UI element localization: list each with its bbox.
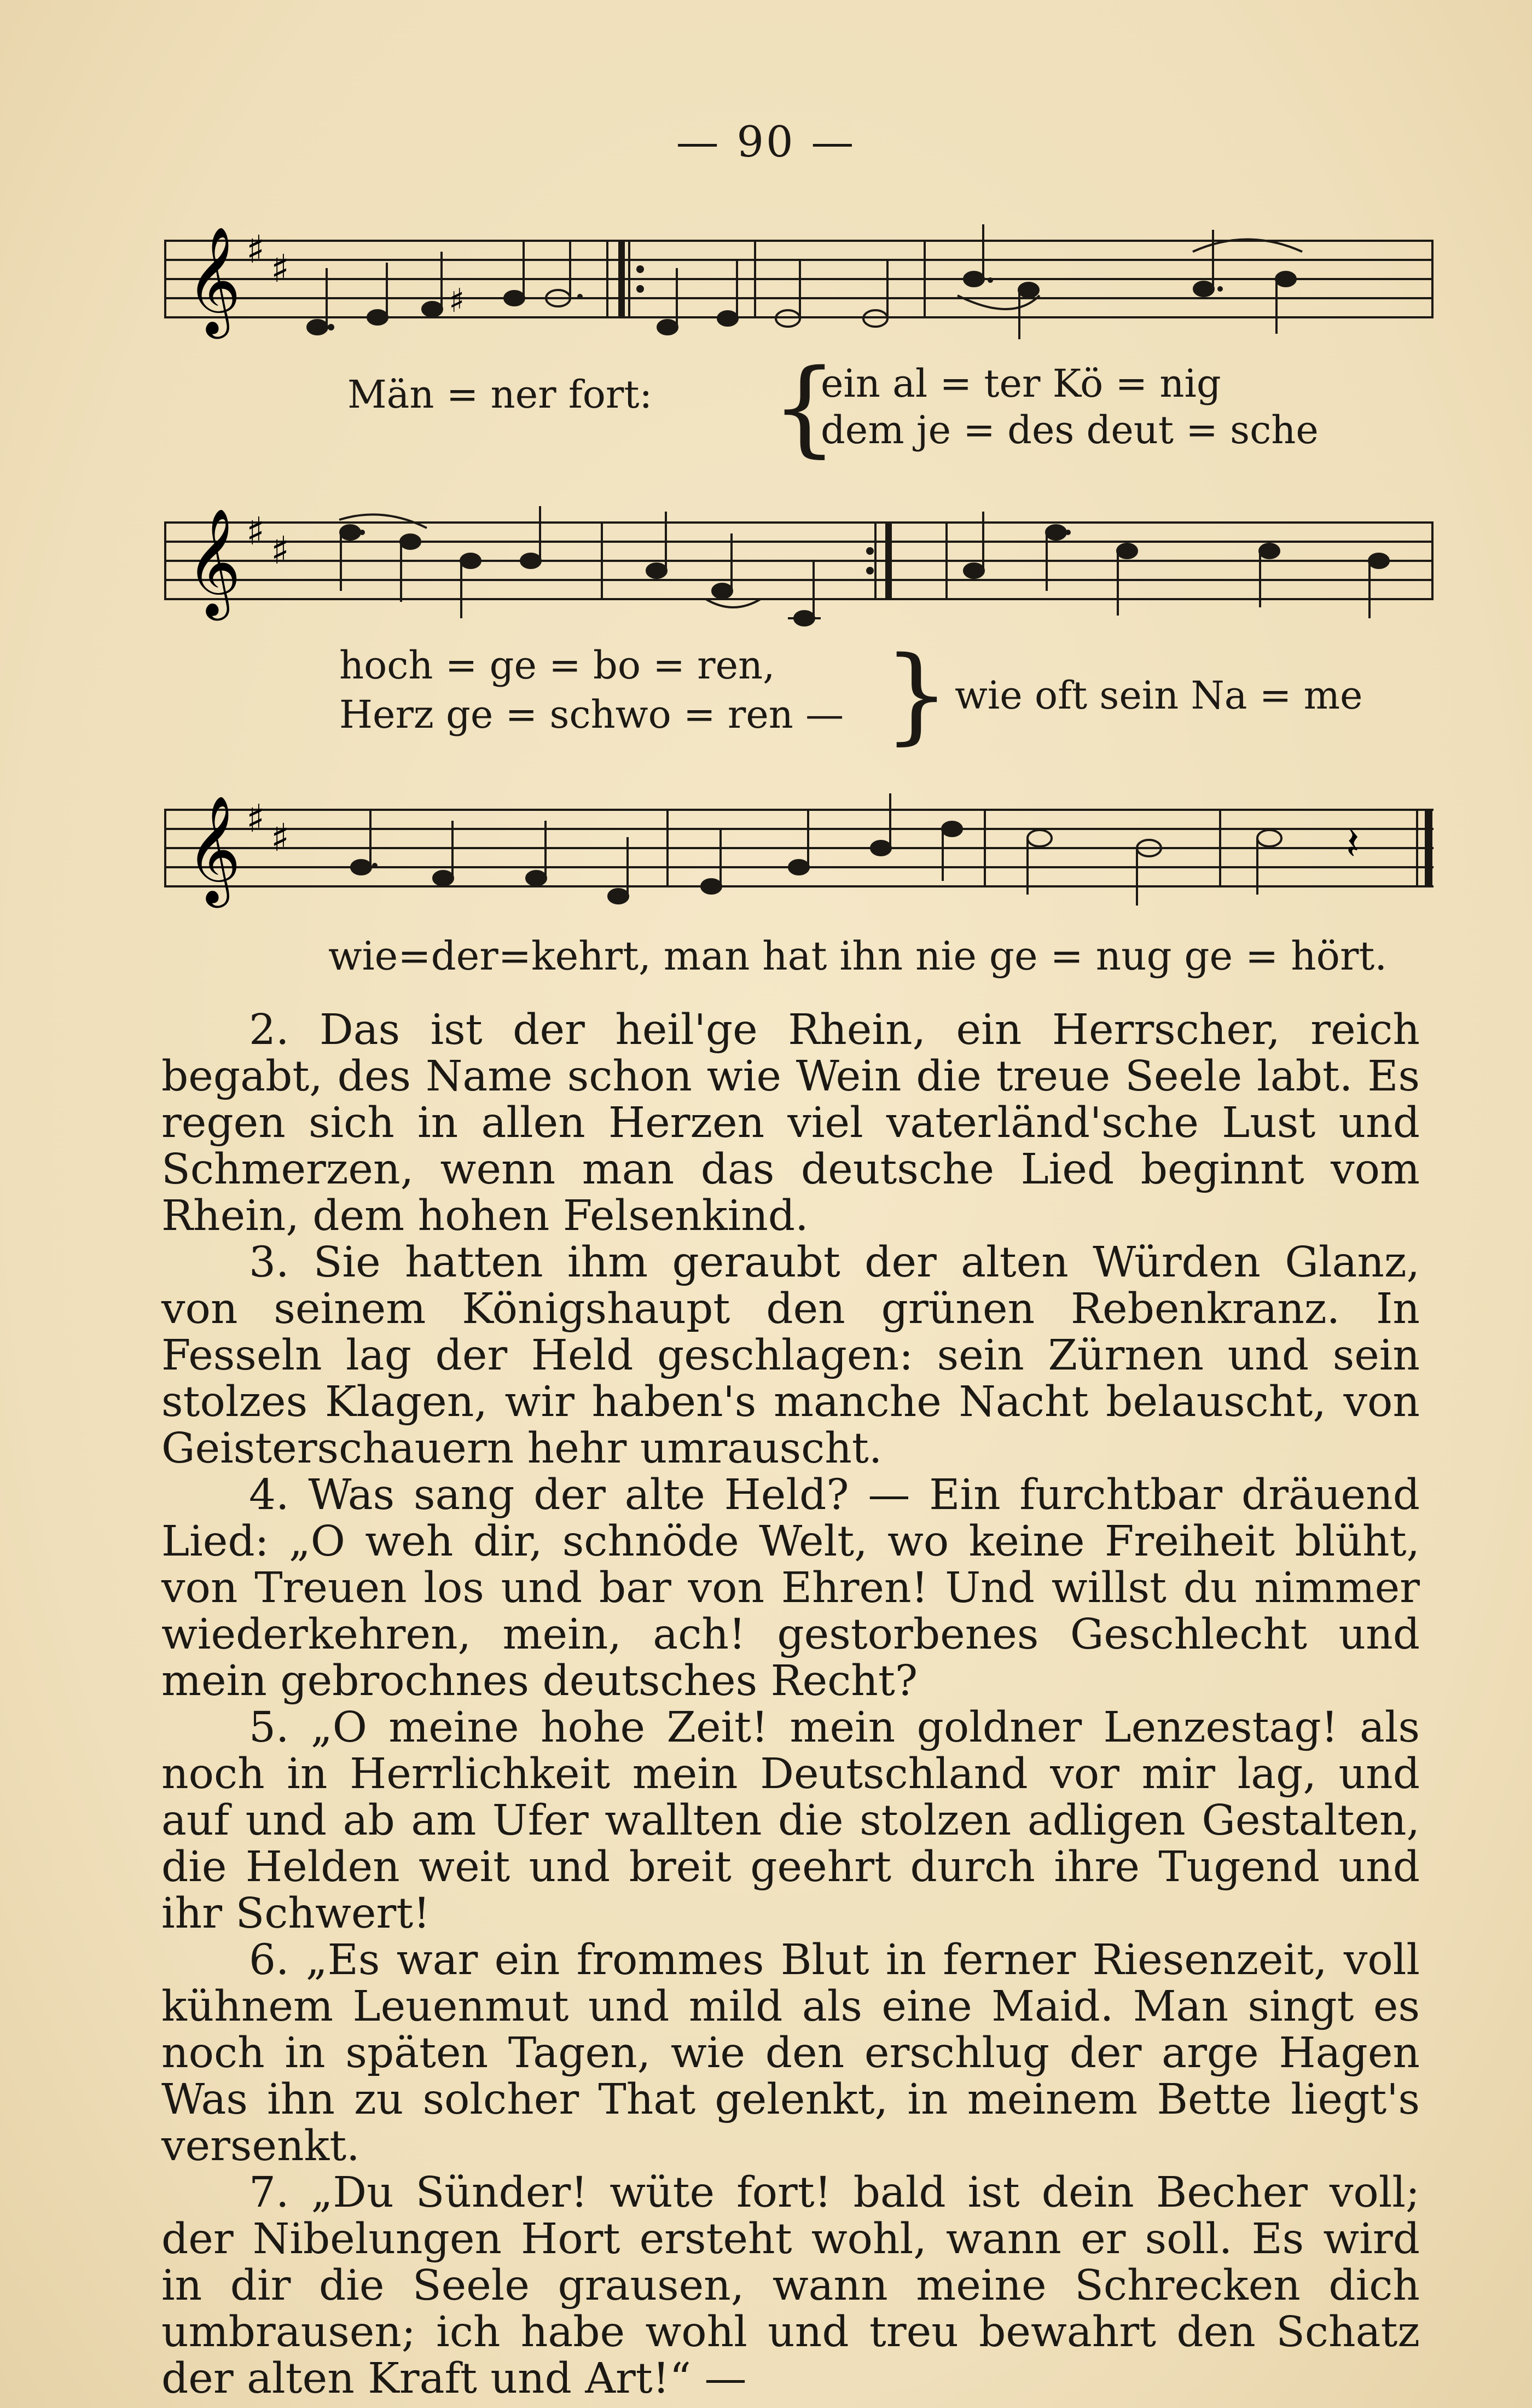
- verse-number: 3.: [249, 1238, 289, 1287]
- svg-text:𝄞: 𝄞: [186, 795, 241, 903]
- svg-text:♯: ♯: [246, 509, 265, 554]
- svg-text:♯: ♯: [246, 796, 265, 841]
- lyric-stanza-a-1: ein al = ter Kö = nig: [821, 361, 1221, 406]
- verse-number: 5.: [249, 1703, 289, 1752]
- verse-text: Was sang der alte Held? — Ein furchtbar dräuend Lied: „O weh dir, schnöde Welt, wo keine Freiheit blüht, von Treuen los und bar von Ehren! Und willst du nimmer wiederkehren, mein, ach! gestorbenes Geschlecht und mein gebrochnes deutsches Recht?: [161, 1471, 1420, 1705]
- verse-number: 2.: [249, 1006, 289, 1054]
- music-staff-2: [164, 508, 1434, 616]
- verse-number: 6.: [249, 1936, 289, 1985]
- verse-number: 4.: [249, 1471, 289, 1519]
- verse-6: [161, 1937, 1420, 2169]
- verse-number: 7.: [249, 2168, 289, 2217]
- verse-text: „Du Sünder! wüte fort! bald ist dein Becher voll; der Nibelungen Hort ersteht wohl, wann er soll. Es wird in dir die Seele grausen, wann meine Schrecken dich umbrausen; ich habe wohl und treu bewahrt den Schatz der alten Kraft und Art!“ —: [161, 2168, 1420, 2403]
- lyric-line-1: Män = ner fort:: [347, 372, 653, 417]
- lyric-stanza-a-2: hoch = ge = bo = ren,: [339, 643, 775, 688]
- svg-text:𝄽: 𝄽: [1346, 819, 1360, 869]
- lyric-line-2: wie oft sein Na = me: [955, 673, 1363, 718]
- lyric-stanza-b-2: Herz ge = schwo = ren —: [339, 692, 844, 737]
- verse-4: [161, 1472, 1420, 1704]
- music-staff-3: [164, 795, 1434, 903]
- verse-text: Das ist der heil'ge Rhein, ein Herrscher, reich begabt, des Name schon wie Wein die treue Seele labt. Es regen sich in allen Herzen viel vaterländ'sche Lust und Schmerzen, wenn man das deutsche Lied beginnt vom Rhein, dem hohen Felsenkind.: [161, 1006, 1420, 1240]
- lyric-stanza-b-1: dem je = des deut = sche: [821, 408, 1319, 452]
- svg-text:♯: ♯: [449, 282, 465, 320]
- verse-text: „Es war ein frommes Blut in ferner Riesenzeit, voll kühnem Leuenmut und mild als eine Maid. Man singt es noch in späten Tagen, wie den erschlug der arge Hagen Was ihn zu solcher That gelenkt, in meinem Bette liegt's versenkt.: [161, 1936, 1420, 2171]
- verse-2: [161, 1007, 1420, 1239]
- verse-5: [161, 1704, 1420, 1937]
- svg-text:♯: ♯: [271, 815, 289, 860]
- music-staff-1: [164, 226, 1434, 334]
- svg-text:♯: ♯: [271, 528, 289, 573]
- svg-text:♯: ♯: [271, 246, 289, 291]
- brace-2: }: [884, 634, 950, 755]
- svg-text:𝄞: 𝄞: [186, 508, 241, 616]
- lyric-line-3: wie=der=kehrt, man hat ihn nie ge = nug ge = hört.: [328, 933, 1388, 979]
- brace-1: {: [771, 347, 838, 468]
- verse-text: Sie hatten ihm geraubt der alten Würden Glanz, von seinem Königshaupt den grünen Rebenkranz. In Fesseln lag der Held geschlagen: sein Zürnen und sein stolzes Klagen, wir haben's manche Nacht belauscht, von Geisterschauern hehr umrauscht.: [161, 1238, 1420, 1473]
- verse-7: [161, 2169, 1420, 2402]
- page-number: — 90 —: [676, 118, 856, 167]
- verses-block: [161, 1007, 1420, 2402]
- svg-text:♯: ♯: [246, 227, 265, 272]
- verse-3: [161, 1239, 1420, 1472]
- verse-text: „O meine hohe Zeit! mein goldner Lenzestag! als noch in Herrlichkeit mein Deutschland vor mir lag, und auf und ab am Ufer wallten die stolzen adligen Gestalten, die Helden weit und breit geehrt durch ihre Tugend und ihr Schwert!: [161, 1703, 1420, 1938]
- svg-text:𝄞: 𝄞: [186, 226, 241, 334]
